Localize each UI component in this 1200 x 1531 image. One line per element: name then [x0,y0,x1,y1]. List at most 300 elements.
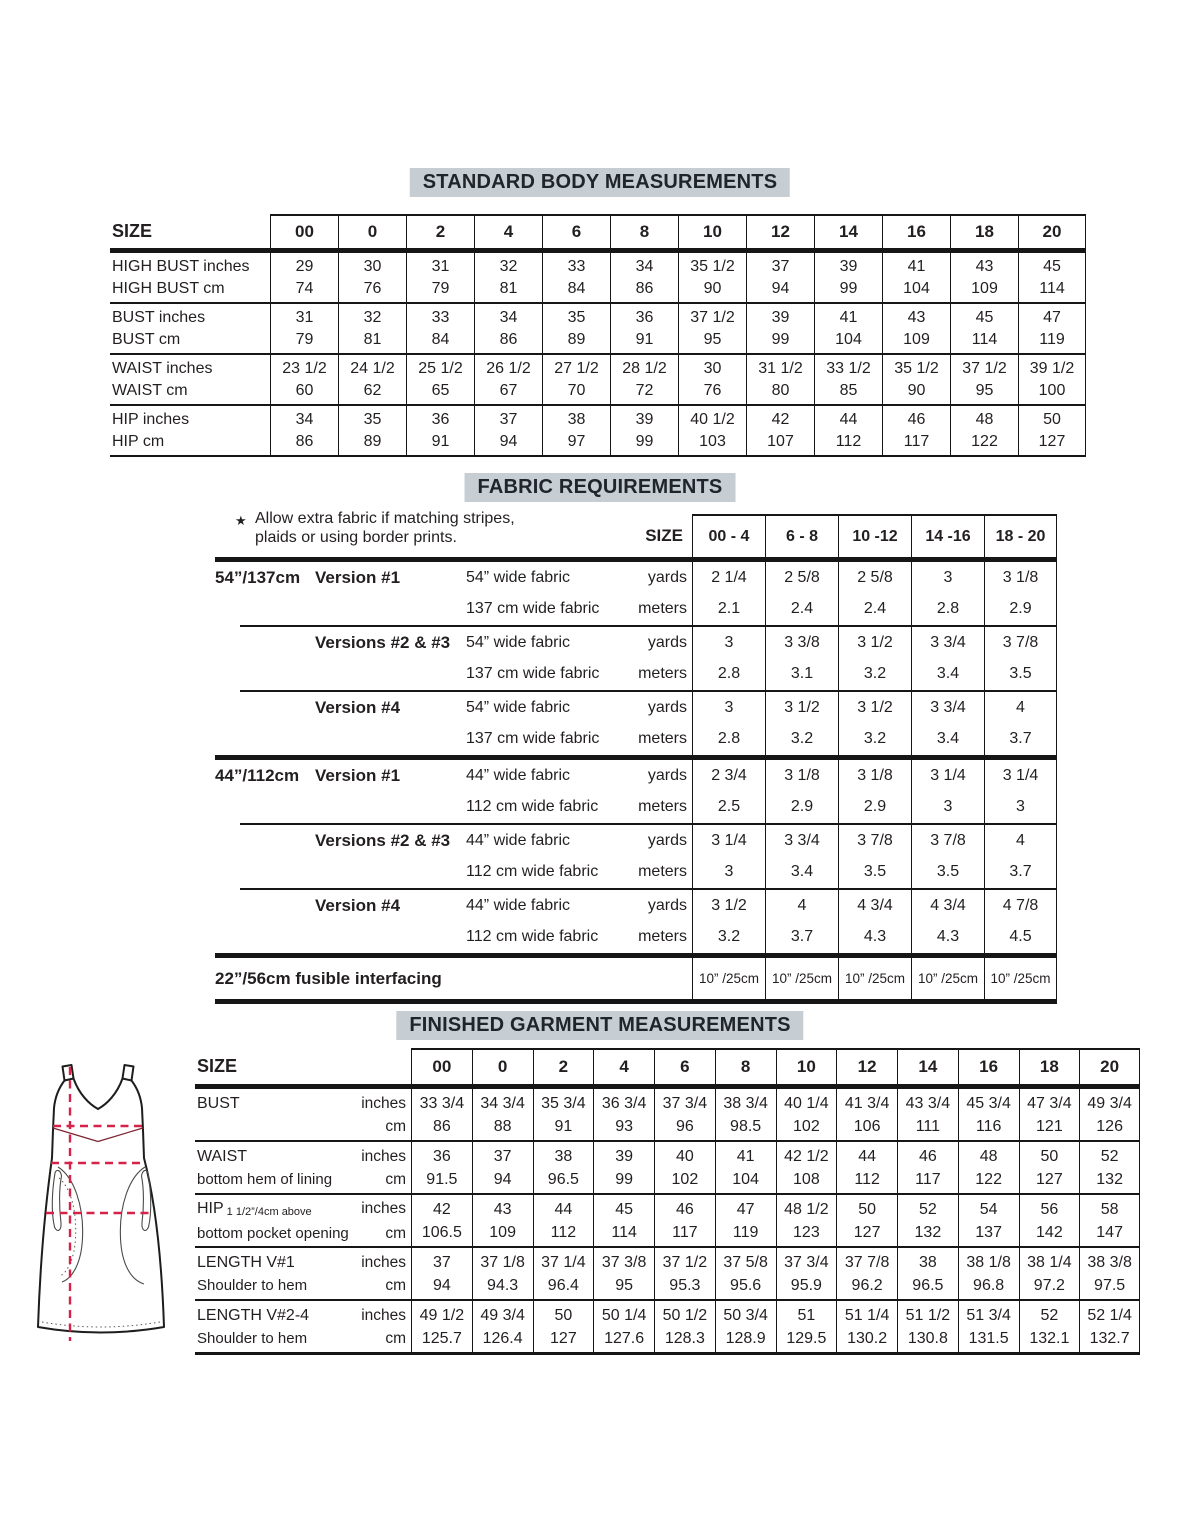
garment-measurement-cell [411,1142,472,1193]
fabric-version-block [215,692,1057,755]
yardage-cell: 4 3/4 [838,890,911,922]
value-inches: 50 [1043,410,1061,428]
garment-measurement-cell [472,1089,533,1140]
value-inches: 35 [363,410,382,428]
fabric-width-label [215,857,315,889]
value-cm: 94 [493,1170,512,1188]
measurement-cell [746,406,814,455]
value-inches: 30 [363,257,382,275]
garment-measurement-cell [897,1248,958,1299]
value-inches: 40 [675,1147,694,1165]
measurement-cell [474,406,542,455]
garment-measurement-cell [1019,1142,1080,1193]
garment-measurement-cell [593,1301,654,1352]
row-label-inches: BUST inches [112,308,206,326]
value-inches: 37 3/4 [784,1253,829,1271]
value-cm: 114 [611,1223,637,1241]
value-inches: 45 [1043,257,1061,275]
yardage-cell: 3 [984,792,1057,824]
value-cm: 130.8 [907,1329,948,1347]
yardage-cell: 3 3/8 [765,627,838,659]
value-inches: 34 [635,257,654,275]
measurement-row-label [110,406,270,455]
yardage-cell: 3 1/8 [765,760,838,792]
size-col-header: 4 [474,214,542,248]
yardage-cell: 4 3/4 [911,890,984,922]
value-cm: 81 [363,330,382,348]
garment-measurement-cell [836,1248,897,1299]
value-cm: 96 [675,1117,694,1135]
interfacing-cell: 10” /25cm [911,958,984,999]
garment-measurement-cell [776,1142,837,1193]
extra-fabric-note [215,506,630,557]
value-inches: 29 [295,257,314,275]
garment-measurement-cell [411,1301,472,1352]
value-inches: 34 [499,308,518,326]
value-cm: 130.2 [847,1329,888,1347]
value-cm: 111 [915,1117,941,1135]
value-inches: 39 [771,308,790,326]
unit-cm-label: cm [385,1170,406,1188]
interfacing-cell: 10” /25cm [765,958,838,999]
yardage-cell: 2 5/8 [838,562,911,594]
measurement-cell [338,355,406,404]
yardage-cell: 3 3/4 [765,825,838,857]
measurement-cell [338,304,406,353]
measurement-row [110,304,1086,355]
size-col-header: 14 [897,1048,958,1084]
size-col-header: 0 [472,1048,533,1084]
value-inches: 46 [675,1200,694,1218]
garment-measurement-row [195,1195,1140,1248]
value-cm: 102 [793,1117,820,1135]
value-inches: 26 1/2 [486,359,531,377]
fabric-description: 54” wide fabric [466,568,571,586]
garment-measurement-row [195,1142,1140,1195]
value-inches: 33 1/2 [826,359,871,377]
value-inches: 37 1/2 [962,359,1007,377]
value-inches: 45 3/4 [966,1094,1011,1112]
measurement-cell [882,355,950,404]
interfacing-row [215,953,1057,1004]
garment-measurement-cell [897,1301,958,1352]
unit-cm-label: cm [385,1117,406,1135]
value-inches: 33 [431,308,450,326]
yardage-cell: 3.4 [911,659,984,691]
garment-measurement-cell [836,1142,897,1193]
finished-garment-measurements-table [195,1048,1140,1355]
yardage-cell: 3 1/8 [984,562,1057,594]
value-cm: 125.7 [421,1329,462,1347]
row-label: LENGTH V#2-4 [197,1306,310,1324]
fabric-description: 44” wide fabric [466,766,571,784]
value-cm: 126.4 [482,1329,523,1347]
garment-measurement-cell [533,1195,594,1246]
value-cm: 106.5 [421,1223,462,1241]
size-col-header: 2 [533,1048,594,1084]
value-cm: 95 [975,381,994,399]
value-inches: 43 [493,1200,512,1218]
garment-measurement-cell [411,1195,472,1246]
size-col-header: 00 [270,214,338,248]
value-inches: 37 1/8 [480,1253,525,1271]
measurement-cell [678,355,746,404]
size-label: SIZE [112,220,153,241]
value-cm: 117 [903,432,930,450]
value-cm: 117 [672,1223,698,1241]
garment-measurement-cell [958,1142,1019,1193]
measurement-cell [1018,355,1086,404]
value-inches: 50 [858,1200,877,1218]
row-label-cm: HIGH BUST cm [112,279,225,297]
measurement-cell [474,304,542,353]
garment-measurement-cell [533,1248,594,1299]
value-inches: 33 [567,257,586,275]
row-label-cm: BUST cm [112,330,181,348]
value-cm: 114 [971,330,998,348]
yardage-cell: 3 1/8 [838,760,911,792]
value-cm: 132 [914,1223,942,1241]
size-range-header: 14 -16 [911,514,984,557]
garment-measurement-cell [836,1089,897,1140]
yardage-cell: 2.8 [911,594,984,626]
yardage-cell: 3.2 [838,659,911,691]
garment-row-label [195,1142,411,1193]
yardage-cell: 3.5 [838,857,911,889]
value-inches: 52 1/4 [1087,1306,1132,1324]
value-inches: 38 [567,410,586,428]
label-line-2 [197,1274,411,1297]
value-inches: 41 [839,308,858,326]
fabric-description: 137 cm wide fabric [466,600,600,618]
value-cm: 96.4 [547,1276,579,1294]
value-cm: 67 [499,381,518,399]
value-cm: 127.6 [604,1329,645,1347]
value-inches: 45 [615,1200,634,1218]
garment-row-label [195,1089,411,1140]
unit-label: meters [638,730,687,748]
value-cm: 119 [1039,330,1065,348]
size-col-header: 00 [411,1048,472,1084]
size-col-header: 10 [776,1048,837,1084]
size-col-header: 4 [593,1048,654,1084]
value-cm: 100 [1038,381,1066,399]
version-label: Version #4 [315,697,401,717]
value-inches: 40 1/4 [784,1094,829,1112]
value-cm: 142 [1036,1223,1063,1241]
yardage-cell: 3.5 [984,659,1057,691]
hem-stitch-line [42,1322,160,1327]
value-inches: 34 3/4 [480,1094,525,1112]
garment-measurement-cell [958,1089,1019,1140]
yardage-cell: 3 3/4 [911,627,984,659]
size-col-header: 12 [746,214,814,248]
measurement-cell [610,406,678,455]
yardage-cell: 3 1/2 [838,692,911,724]
value-cm: 85 [839,381,858,399]
fabric-description: 44” wide fabric [466,896,571,914]
yardage-cell: 2.9 [765,792,838,824]
garment-measurement-cell [958,1195,1019,1246]
value-inches: 50 [554,1306,573,1324]
size-col-header: 10 [678,214,746,248]
interfacing-label: 22”/56cm fusible interfacing [215,968,442,988]
dress-seam-lines [53,1128,143,1142]
unit-label: yards [647,766,687,784]
size-col-header: 20 [1018,214,1086,248]
size-col-header: 16 [958,1048,1019,1084]
yardage-cell: 3.5 [911,857,984,889]
right-empire-seam [98,1128,143,1142]
value-cm: 62 [363,381,382,399]
size-label: SIZE [197,1055,238,1076]
fabric-description: 54” wide fabric [466,698,571,716]
value-cm: 109 [489,1223,516,1241]
row-label: LENGTH V#1 [197,1253,295,1271]
value-inches: 38 1/8 [966,1253,1011,1271]
garment-measurement-cell [654,1301,715,1352]
value-cm: 117 [915,1170,941,1188]
label-line-2 [197,1115,411,1138]
value-inches: 44 [858,1147,877,1165]
measurement-cell [338,406,406,455]
size-header-row [110,214,1086,253]
yardage-cell: 3 1/2 [765,692,838,724]
value-cm: 102 [671,1170,699,1188]
value-cm: 127 [1036,1170,1063,1188]
value-inches: 39 [615,1147,634,1165]
value-inches: 51 3/4 [966,1306,1011,1324]
measurement-cell [950,304,1018,353]
dress-pockets [52,1167,150,1284]
label-line-1 [197,1197,411,1222]
garment-measurement-cell [533,1301,594,1352]
measurement-cell [542,355,610,404]
yardage-cell: 4 [984,825,1057,857]
fabric-width-label [215,692,315,724]
value-cm: 103 [699,432,726,450]
yardage-cell: 2.9 [984,594,1057,626]
unit-label: meters [638,600,687,618]
measurement-cell [678,406,746,455]
value-cm: 127 [550,1329,577,1347]
value-inches: 35 3/4 [541,1094,586,1112]
measurement-cell [406,253,474,302]
value-inches: 39 [839,257,858,275]
fabric-description: 112 cm wide fabric [466,798,599,816]
row-label: WAIST [197,1147,248,1165]
value-inches: 41 [907,257,926,275]
garment-measurement-cell [654,1195,715,1246]
fabric-width-label [215,890,315,922]
yardage-cell: 2.8 [692,724,765,756]
value-cm: 132 [1096,1170,1123,1188]
value-cm: 88 [493,1117,512,1135]
yardage-cell: 3.7 [765,922,838,954]
unit-label: yards [647,896,687,914]
value-inches: 37 [771,257,790,275]
v-neckline [74,1079,123,1110]
value-inches: 37 5/8 [723,1253,768,1271]
value-cm: 74 [295,279,314,297]
standard-body-measurements-table [110,214,1086,457]
value-cm: 95 [615,1276,634,1294]
size-range-header: 10 -12 [838,514,911,557]
size-label: SIZE [645,525,683,545]
yardage-cell: 3.1 [765,659,838,691]
garment-row-label [195,1248,411,1299]
value-inches: 32 [363,308,382,326]
left-pocket-opening [52,1170,61,1230]
garment-measurement-cell [472,1195,533,1246]
value-inches: 38 3/8 [1087,1253,1132,1271]
value-inches: 36 [635,308,654,326]
size-col-header: 14 [814,214,882,248]
value-cm: 126 [1096,1117,1123,1135]
note-line-1: Allow extra fabric if matching stripes, [255,510,515,527]
value-inches: 37 3/4 [662,1094,708,1112]
value-cm: 93 [615,1117,634,1135]
garment-measurement-cell [411,1248,472,1299]
unit-label: meters [638,928,687,946]
value-inches: 58 [1100,1200,1119,1218]
yardage-cell: 3.4 [765,857,838,889]
yardage-cell: 4.5 [984,922,1057,954]
yardage-cell: 2 3/4 [692,760,765,792]
garment-measurement-cell [776,1248,837,1299]
value-inches: 33 3/4 [419,1094,465,1112]
yardage-cell: 3 [692,692,765,724]
garment-measurement-cell [1079,1248,1140,1299]
value-cm: 65 [431,381,450,399]
measurement-cell [406,355,474,404]
value-inches: 48 1/2 [784,1200,829,1218]
value-cm: 108 [793,1170,820,1188]
measurement-cell [610,355,678,404]
unit-label: yards [647,633,687,651]
version-label [315,792,460,824]
value-cm: 123 [793,1223,820,1241]
yardage-cell: 2.9 [838,792,911,824]
measurement-row [110,253,1086,304]
row-sublabel: Shoulder to hem [197,1276,308,1294]
measurement-cell [814,304,882,353]
garment-measurement-cell [715,1301,776,1352]
garment-measurement-cell [958,1301,1019,1352]
value-cm: 96.2 [851,1276,883,1294]
measurement-cell [814,253,882,302]
value-inches: 35 1/2 [894,359,939,377]
row-label-note: 1 1/2”/4cm above [226,1205,312,1218]
fabric-version-block [215,825,1057,888]
value-inches: 23 1/2 [282,359,327,377]
row-label: BUST [197,1094,240,1112]
value-inches: 27 1/2 [554,359,599,377]
value-cm: 86 [295,432,314,450]
fabric-width-label [215,825,315,857]
value-cm: 89 [363,432,382,450]
measurement-cell [746,253,814,302]
garment-measurement-cell [715,1195,776,1246]
value-cm: 104 [903,279,930,297]
fabric-version-block [215,890,1057,953]
garment-measurement-cell [1079,1301,1140,1352]
value-inches: 25 1/2 [418,359,463,377]
garment-measurement-cell [654,1089,715,1140]
garment-measurement-cell [472,1142,533,1193]
unit-inches-label: inches [361,1253,406,1271]
value-inches: 51 1/2 [905,1306,951,1324]
value-cm: 94.3 [487,1276,519,1294]
measurement-cell [270,355,338,404]
measurement-cell [270,253,338,302]
version-label [315,922,460,954]
value-cm: 97.2 [1033,1276,1065,1294]
value-cm: 132.1 [1029,1329,1070,1347]
value-inches: 37 1/2 [690,308,735,326]
value-inches: 38 3/4 [723,1094,768,1112]
measurement-cell [882,253,950,302]
size-col-header: 8 [610,214,678,248]
star-icon: ★ [235,513,247,528]
garment-measurement-cell [593,1248,654,1299]
garment-measurement-cell [1079,1195,1140,1246]
value-cm: 104 [732,1170,759,1188]
row-sublabel: bottom hem of lining [197,1170,333,1188]
value-inches: 37 [493,1147,512,1165]
value-cm: 132.7 [1089,1329,1130,1347]
value-cm: 109 [903,330,930,348]
fabric-requirements-table [215,506,1057,1004]
value-inches: 47 [1043,308,1061,326]
value-inches: 47 [736,1200,755,1218]
value-inches: 44 [839,410,858,428]
fabric-version-block [215,627,1057,690]
value-cm: 86 [432,1117,451,1135]
value-cm: 127 [853,1223,881,1241]
yardage-cell: 3.4 [911,724,984,756]
value-cm: 98.5 [730,1117,762,1135]
value-inches: 52 [1040,1306,1059,1324]
yardage-cell: 3 [692,857,765,889]
version-label [315,659,460,691]
row-label-inches: HIP inches [112,410,190,428]
finished-garment-title: FINISHED GARMENT MEASUREMENTS [396,1011,803,1040]
garment-measurement-cell [958,1248,1019,1299]
value-inches: 56 [1040,1200,1059,1218]
row-label-cm: WAIST cm [112,381,188,399]
value-cm: 106 [853,1117,881,1135]
value-inches: 47 3/4 [1027,1094,1072,1112]
value-inches: 46 [907,410,926,428]
fabric-width-label [215,792,315,824]
garment-measurement-cell [533,1089,594,1140]
measurement-cell [950,253,1018,302]
value-inches: 46 [918,1147,937,1165]
value-cm: 96.5 [547,1170,579,1188]
measurement-cell [542,406,610,455]
measurement-cell [746,304,814,353]
garment-row-label [195,1301,411,1352]
fabric-width-label: 44”/112cm [215,765,300,785]
value-inches: 45 [975,308,994,326]
value-inches: 36 3/4 [601,1094,647,1112]
value-cm: 72 [635,381,654,399]
value-inches: 43 [975,257,994,275]
measurement-cell [270,304,338,353]
garment-measurement-cell [1019,1301,1080,1352]
fabric-width-label [215,594,315,626]
